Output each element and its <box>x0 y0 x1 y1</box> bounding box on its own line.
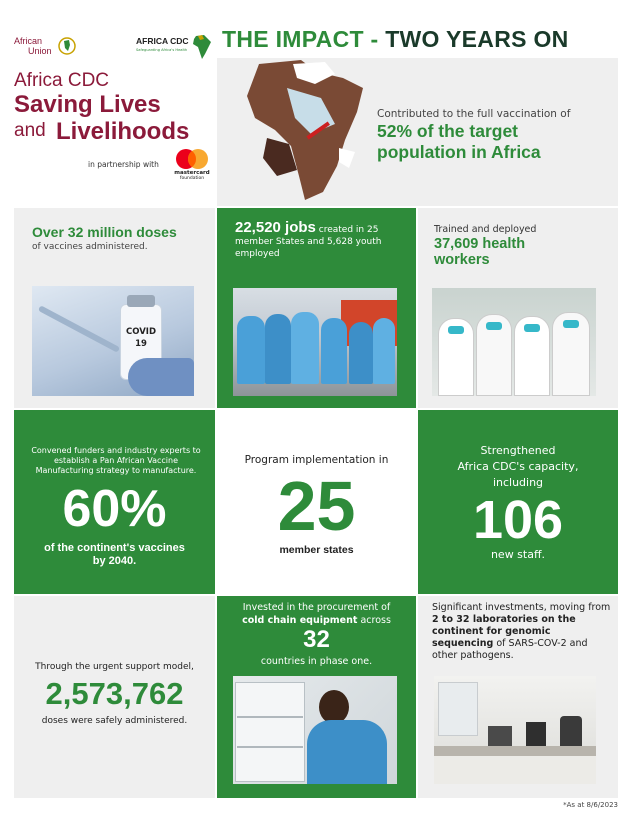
urgent-big: 2,573,762 <box>45 676 184 711</box>
au-logo-text-2: Union <box>28 46 52 56</box>
health-workers-photo <box>432 288 596 396</box>
youth-workers-photo <box>233 288 397 396</box>
genomic-highlight: 2 to 32 laboratories on the continent for genomic sequencing <box>432 614 576 649</box>
partner-name: mastercard <box>174 170 210 176</box>
fridge-shelf-2 <box>237 746 303 748</box>
tile-jobs <box>217 208 416 408</box>
partnership-text: in partnership with <box>88 160 159 169</box>
hero-highlight-line-2: population in Africa <box>377 142 541 162</box>
capacity-sub: new staff. <box>490 548 546 561</box>
doses-text: of vaccines administered. <box>32 242 148 252</box>
cold-big: 32 <box>303 626 330 653</box>
workers-shape-4 <box>321 318 347 384</box>
capacity-big: 106 <box>472 490 564 550</box>
workers-shape-5 <box>349 322 373 384</box>
cold-line-2 <box>217 615 416 626</box>
africa-map-icon <box>192 34 212 60</box>
hero-highlight-line-1: 52% of the target <box>377 121 518 141</box>
cold-sub: countries in phase one. <box>260 656 373 667</box>
brand-line-3b: Livelihoods <box>56 118 190 145</box>
worker-head <box>319 690 349 724</box>
lab-microscope <box>560 716 582 746</box>
brand-line-1: Africa CDC <box>14 70 110 91</box>
africa-cdc-logo <box>136 34 212 64</box>
health-highlight-1: 37,609 health <box>434 236 526 252</box>
vial-cap <box>127 295 155 307</box>
partner-sub: foundation <box>179 176 205 181</box>
cold-lead: Invested in the procurement of <box>242 602 391 613</box>
lab-cabinets <box>434 756 596 784</box>
tile-health-workers <box>418 208 618 408</box>
footnote: *As at 8/6/2023 <box>563 801 618 809</box>
urgent-sub: doses were safely administered. <box>41 716 188 726</box>
lab-equipment-1 <box>488 726 512 746</box>
doses-highlight: Over 32 million doses <box>32 224 177 240</box>
genomic-line-1: Significant investments, moving from <box>432 602 611 613</box>
tile-capacity <box>418 410 618 594</box>
tile-doses <box>14 208 215 408</box>
page-title <box>222 26 569 53</box>
cold-highlight: cold chain equipment <box>242 615 358 626</box>
workers-shape-3 <box>291 312 319 384</box>
cold-chain-photo <box>233 676 397 784</box>
urgent-lead: Through the urgent support model, <box>35 662 194 672</box>
workers-shape-6 <box>373 318 395 384</box>
manufacturing-text: Convened funders and industry experts to establish a Pan African Vaccine Manufacturing strategy to manufacture. <box>31 446 201 475</box>
brand-line-3a: and <box>14 120 46 141</box>
brand-block <box>14 70 214 194</box>
cdc-logo-tagline: Safeguarding Africa's Health <box>136 48 188 52</box>
vial-label-text-2: 19 <box>135 339 147 349</box>
mastercard-circles-icon <box>175 148 209 170</box>
au-emblem-icon <box>58 36 76 56</box>
worker-body <box>307 720 387 784</box>
mask-3 <box>524 324 540 332</box>
syringe-shape <box>38 305 120 353</box>
program-lead: Program implementation in <box>244 454 389 466</box>
laboratory-photo <box>434 676 596 784</box>
cdc-logo-name: AFRICA CDC <box>136 36 189 46</box>
lab-equipment-2 <box>526 722 546 746</box>
cold-across: across <box>360 615 391 626</box>
genomic-line-2: of SARS-COV-2 and other pathogens. <box>432 638 588 661</box>
hero-lead-text: Contributed to the full vaccination of <box>377 108 571 120</box>
africa-vaccination-photo <box>239 58 389 206</box>
capacity-line-3: including <box>492 476 544 489</box>
manufacturing-big: 60% <box>62 480 167 538</box>
jobs-text: created in 25 member States and 5,628 youth employed <box>235 225 382 259</box>
health-highlight-2: workers <box>434 252 490 268</box>
health-lead: Trained and deployed <box>434 224 537 235</box>
gloved-hand-shape <box>128 358 194 396</box>
mastercard-logo <box>172 148 212 182</box>
hero-panel <box>217 58 618 206</box>
mask-4 <box>563 320 579 328</box>
workers-shape-1 <box>237 316 265 384</box>
mask-2 <box>486 322 502 330</box>
workers-shape-2 <box>265 314 291 384</box>
title-part-1: THE IMPACT - <box>222 26 379 52</box>
program-big: 25 <box>277 467 356 545</box>
african-union-logo <box>14 36 76 58</box>
tile-urgent-support <box>14 596 215 798</box>
jobs-text-block <box>235 219 405 260</box>
capacity-line-1: Strengthened <box>480 444 556 457</box>
capacity-line-2: Africa CDC's capacity, <box>457 460 579 473</box>
manufacturing-sub-1: of the continent's vaccines <box>44 542 185 554</box>
lab-bench <box>434 746 596 756</box>
mask-1 <box>448 326 464 334</box>
manufacturing-sub-2: by 2040. <box>92 555 137 567</box>
vaccine-vial-photo <box>32 286 194 396</box>
fridge-interior <box>235 682 305 782</box>
jobs-highlight: 22,520 jobs <box>235 219 316 236</box>
title-part-2: TWO YEARS ON <box>385 26 569 52</box>
tile-manufacturing <box>14 410 215 594</box>
tile-cold-chain <box>217 596 416 798</box>
tile-genomic <box>418 596 618 798</box>
lab-window <box>438 682 478 736</box>
genomic-text-block <box>432 602 612 662</box>
fridge-shelf-1 <box>237 716 303 718</box>
au-logo-text-1: African <box>14 36 43 46</box>
vial-label-text-1: COVID <box>125 327 157 337</box>
tile-program <box>217 410 416 594</box>
program-sub: member states <box>279 544 354 556</box>
brand-line-2: Saving Lives <box>14 91 161 118</box>
